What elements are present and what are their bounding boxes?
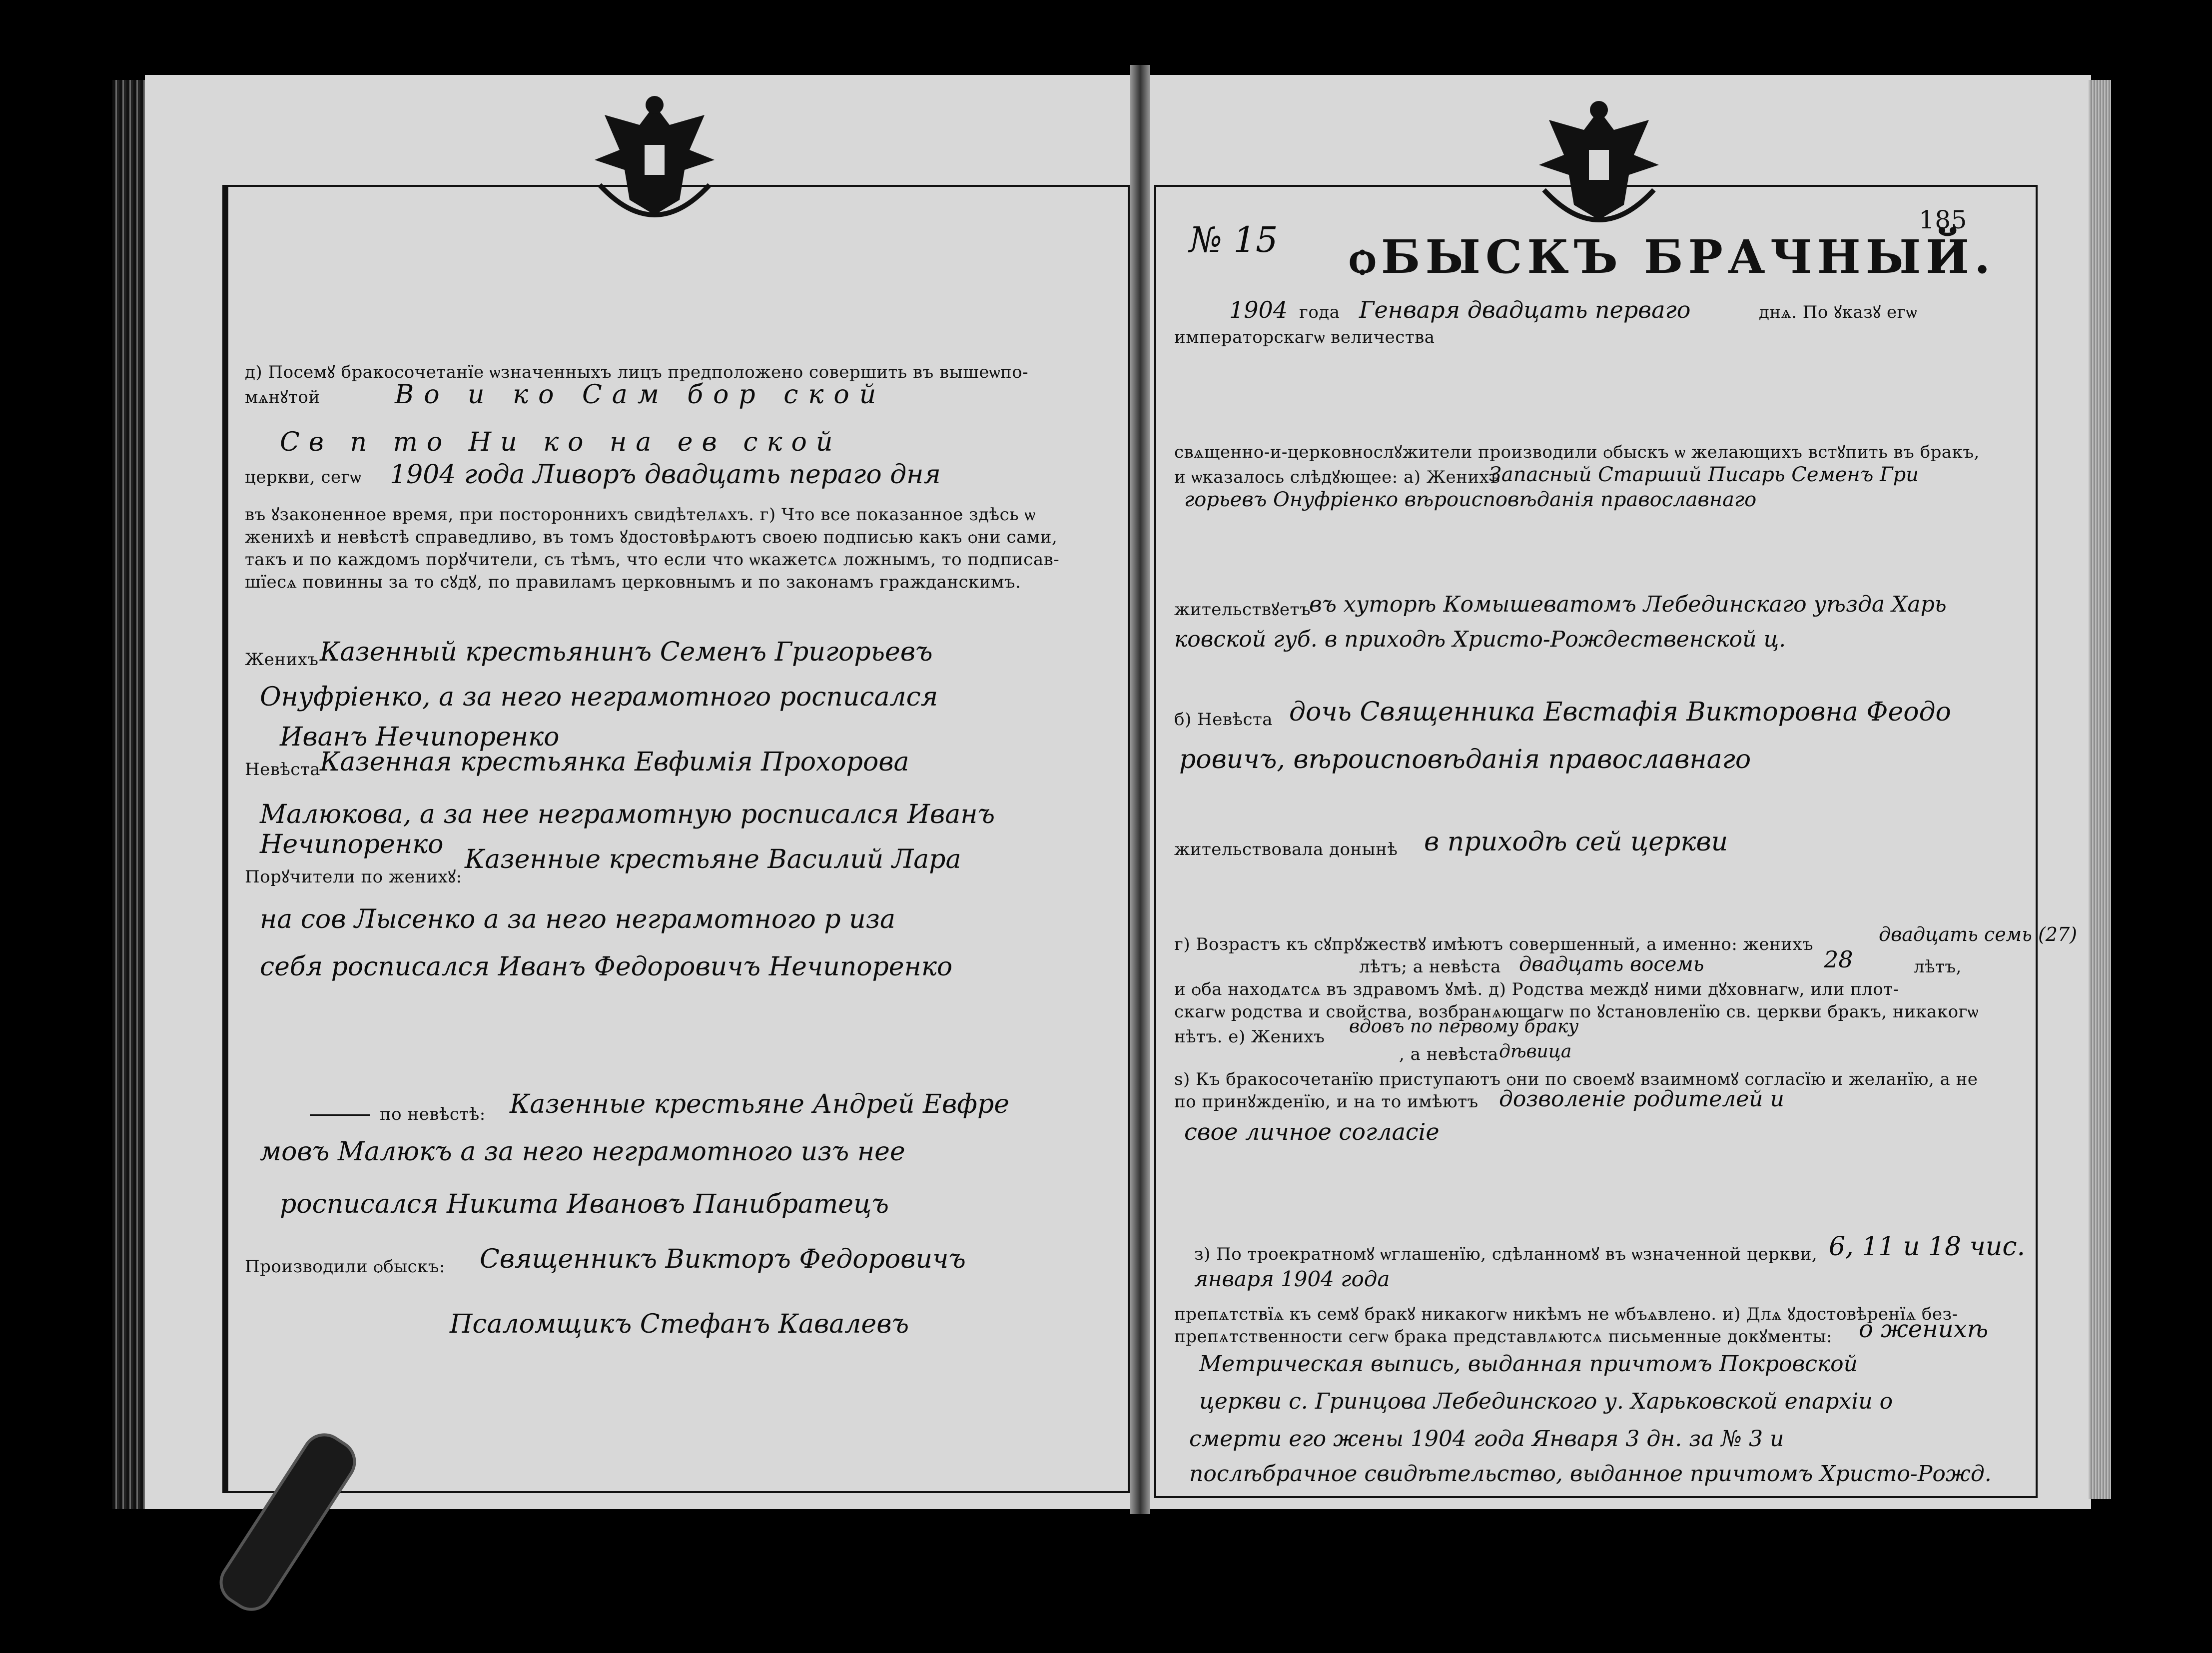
church-label: церкви, сегѡ <box>245 467 361 487</box>
bride-label: б) Невѣста <box>1174 710 1273 730</box>
widow-label: нѣтъ. е) Женихъ <box>1174 1027 1325 1047</box>
docs-handwriting: о женихѣ <box>1859 1315 1989 1343</box>
psalmist-signature: Псаломщикъ Стефанъ Кавалевъ <box>450 1309 909 1339</box>
text-line: скагѡ родства и свойства, возбранѧющагѡ по ꙋстановленїю св. церкви бракъ, никакогѡ <box>1174 1002 1979 1022</box>
date-year-handwriting: 1904 <box>1229 296 1288 323</box>
age-label: г) Возрастъ къ сꙋпрꙋжествꙋ имѣютъ совершенный, а именно: женихъ <box>1174 934 1814 954</box>
date-rest: днѧ. По ꙋказꙋ егѡ <box>1759 302 1917 322</box>
book-gutter <box>1130 65 1150 1514</box>
groom-residence-handwriting-2: ковской губ. в приходѣ Христо-Рождественской ц. <box>1174 627 1786 652</box>
docs-label: препѧтственности сегѡ брака представлѧютсѧ письменные докꙋменты: <box>1174 1327 1833 1347</box>
groom-handwriting-2: Онуфрiенко, а за него неграмотного росписался <box>260 682 938 712</box>
text-line: и ѡказалось слѣдꙋющее: а) Женихъ <box>1174 467 1500 487</box>
banns-handwriting: 6, 11 и 18 чис. <box>1829 1232 2026 1262</box>
imperial-eagle-emblem-icon <box>1524 90 1674 240</box>
groom-residence-label: жительствꙋетъ <box>1174 600 1311 620</box>
text-line: шїесѧ повинны за то сꙋдꙋ, по правиламъ церковнымъ и по законамъ гражданскимъ. <box>245 572 1021 592</box>
bride-handwriting-2: Малюкова, а за нее неграмотную росписался Иванъ <box>260 800 995 829</box>
bride-state-handwriting: дѣвица <box>1499 1041 1572 1062</box>
bride-guarantors-handwriting: Казенные крестьяне Андрей Евфре <box>510 1089 1010 1119</box>
docs-handwriting-1: Метрическая выпись, выданная причтомъ Покровской <box>1199 1351 1858 1377</box>
docs-handwriting-2: церкви с. Гринцова Лебединского у. Харьковской епархiи о <box>1199 1389 1893 1414</box>
record-number-handwriting: № 15 <box>1189 219 1278 260</box>
groom-guarantors-handwriting-2: на сов Лысенко а за него неграмотного р иза <box>260 904 896 934</box>
groom-handwriting: Казенный крестьянинъ Семенъ Григорьевъ <box>320 637 933 667</box>
bride-residence-handwriting: в приходѣ сей церкви <box>1424 827 1728 857</box>
docs-handwriting-4: послѣбрачное свидѣтельство, выданное причтомъ Христо-Рожд. <box>1189 1461 1992 1487</box>
text-line: такъ и по каждомъ порꙋчители, съ тѣмъ, что если что ѡкажетсѧ ложнымъ, то подписав- <box>245 550 1060 570</box>
church-name-handwriting-2: Св п то Ни ко на ев ской <box>280 427 842 457</box>
date-handwriting: 1904 года Ливоръ двадцать пераго дня <box>390 460 941 490</box>
banns-handwriting-2: января 1904 года <box>1194 1267 1390 1291</box>
age-groom-handwriting: двадцать семь (27) <box>1879 923 2077 945</box>
age-bride-number: 28 <box>1824 946 1853 973</box>
dash-line <box>310 1114 370 1116</box>
conducted-label: Производили ѻбыскъ: <box>245 1257 446 1277</box>
bride-guarantors-handwriting-2: мовъ Малюкъ а за него неграмотного изъ нее <box>260 1137 905 1167</box>
text-line: женихѣ и невѣстѣ справедливо, въ томъ ꙋдостовѣрѧютъ своею подписью какъ ѻни сами, <box>245 527 1058 547</box>
folio-number: 185 <box>1919 205 1967 234</box>
bride-residence-label: жительствовала донынѣ <box>1174 839 1398 859</box>
text-line: препѧтствїѧ къ семꙋ бракꙋ никакогѡ никѣмъ не ѡбъѧвлено. и) Длѧ ꙋдостовѣренїѧ без- <box>1174 1304 1958 1324</box>
book-page-edges <box>112 80 150 1509</box>
bride-guarantors-handwriting-3: росписался Никита Ивановъ Панибратецъ <box>280 1189 889 1219</box>
consent-handwriting-2: свое личное согласiе <box>1184 1118 1440 1145</box>
right-page-edges <box>2089 80 2111 1499</box>
page-title: ѻБЫСКЪ БРАЧНЫЙ. <box>1349 230 1996 284</box>
imperial-eagle-emblem-icon <box>580 85 730 235</box>
groom-residence-handwriting: въ хуторѣ Комышеватомъ Лебединскаго уѣзда Харь <box>1309 592 1947 617</box>
text-line: и ѻба находѧтсѧ въ здравомъ ꙋмѣ. д) Родства междꙋ ними дꙋховнагѡ, или плот- <box>1174 979 1899 999</box>
groom-handwriting: Запасный Старший Писарь Семенъ Гри <box>1489 463 1919 486</box>
text-line: ѕ) Къ бракосочетанїю приступаютъ ѻни по своемꙋ взаимномꙋ согласїю и желанїю, а не <box>1174 1069 1978 1089</box>
docs-handwriting-3: смерти его жены 1904 года Января 3 дн. за № 3 и <box>1189 1426 1784 1452</box>
bride-label: Невѣста <box>245 760 321 780</box>
consent-label: по принꙋжденїю, и на то имѣютъ <box>1174 1092 1478 1112</box>
groom-handwriting-2: горьевъ Онуфрiенко вѣроисповѣданiя православнаго <box>1184 488 1757 511</box>
priest-signature: Священникъ Викторъ Федоровичъ <box>480 1244 966 1274</box>
bride-state-label: , а невѣста <box>1399 1044 1498 1064</box>
age-line-end: лѣтъ, <box>1914 957 1962 977</box>
widow-handwriting: вдовъ по первому браку <box>1349 1016 1579 1037</box>
date-handwriting: Генваря двадцать перваго <box>1359 296 1691 323</box>
bride-handwriting: дочь Священника Евстафiя Викторовна Феодо <box>1289 697 1951 727</box>
groom-label: Женихъ <box>245 650 319 670</box>
age-line-2: лѣтъ; а невѣста <box>1359 957 1501 977</box>
age-bride-handwriting: двадцать восемь <box>1519 953 1704 976</box>
text-line: въ ꙋзаконенное время, при постороннихъ свидѣтелѧхъ. г) Что все показанное здѣсь ѡ <box>245 505 1036 525</box>
date-label: года <box>1299 302 1340 322</box>
item-v-label: д) Посемꙋ бракосочетанїе ѡзначенныхъ лицъ предположено совершить въ вышеѡпо- <box>245 362 1029 382</box>
groom-guarantors-handwriting-3: себя росписался Иванъ Федоровичъ Нечипоренко <box>260 952 953 982</box>
groom-handwriting-3: Иванъ Нечипоренко <box>280 722 560 752</box>
bride-handwriting-3: Нечипоренко <box>260 829 444 859</box>
bride-guarantors-label: по невѣстѣ: <box>380 1104 486 1124</box>
consent-handwriting: дозволенiе родителей и <box>1499 1086 1784 1112</box>
item-v-label-2: мѧнꙋтой <box>245 387 320 407</box>
groom-guarantors-handwriting: Казенные крестьяне Василий Лара <box>465 844 961 874</box>
bride-handwriting-2: ровичъ, вѣроисповѣданiя православнаго <box>1179 745 1751 775</box>
text-line: свѧщенно-и-церковнослꙋжители произвoдили ѻбыскъ ѡ желающихъ встꙋпить въ бракъ, <box>1174 442 1980 462</box>
imperial-line: императорскагѡ величества <box>1174 327 1435 347</box>
groom-guarantors-label: Порꙋчители по женихꙋ: <box>245 867 462 887</box>
church-name-handwriting: Во и ко Сам бор ской <box>395 380 886 410</box>
banns-label: з) По троекратномꙋ ѡглашенїю, сдѣланномꙋ въ ѡзначенной церкви, <box>1194 1244 1818 1264</box>
bride-handwriting: Казенная крестьянка Евфимiя Прохорова <box>320 747 909 777</box>
